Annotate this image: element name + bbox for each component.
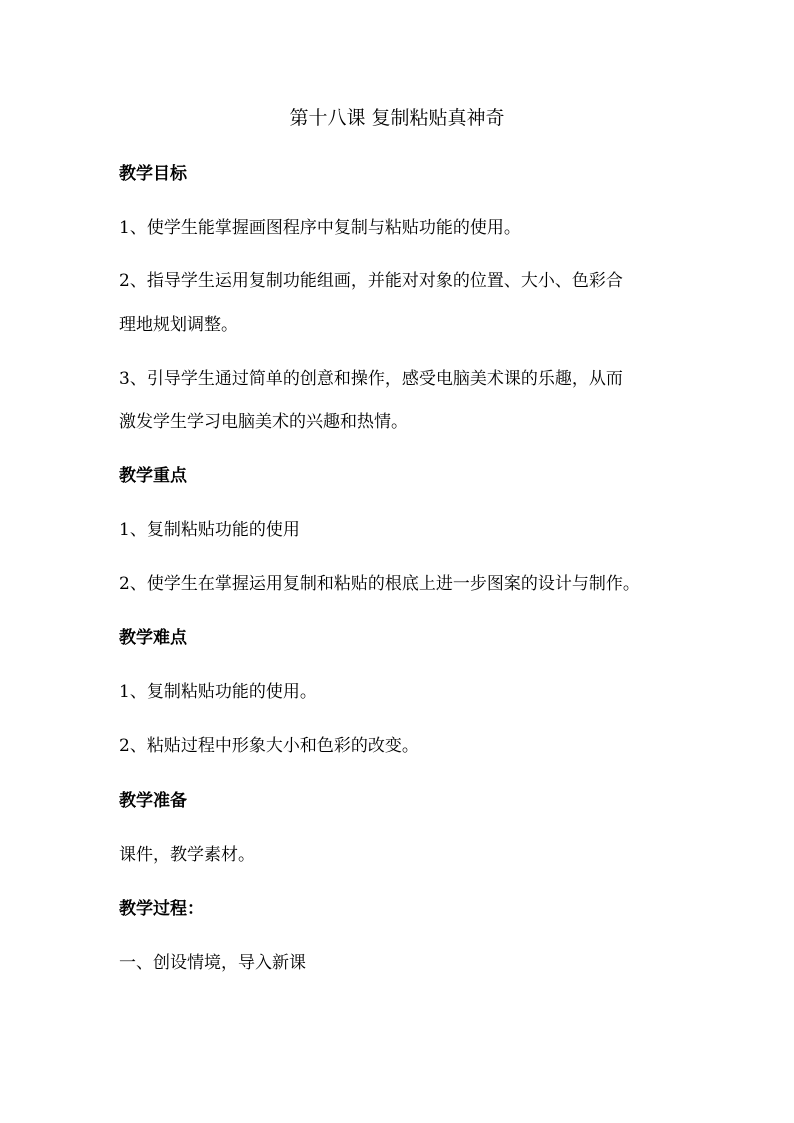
section-heading-preparation: 教学准备: [119, 791, 187, 811]
lesson-title: 第十八课 复制粘贴真神奇: [289, 107, 505, 129]
difficulty-item: 2、粘贴过程中形象大小和色彩的改变。: [119, 736, 419, 756]
key-point-item: 2、使学生在掌握运用复制和粘贴的根底上进一步图案的设计与制作。: [119, 574, 640, 594]
objective-item-continued: 激发学生学习电脑美术的兴趣和热情。: [119, 412, 408, 432]
key-point-item: 1、复制粘贴功能的使用: [119, 520, 300, 540]
difficulty-item: 1、复制粘贴功能的使用。: [119, 682, 317, 702]
section-heading-difficulties: 教学难点: [119, 628, 187, 648]
section-heading-objectives: 教学目标: [119, 164, 187, 184]
objective-item-continued: 理地规划调整。: [119, 315, 238, 335]
section-heading-key-points: 教学重点: [119, 466, 187, 486]
preparation-item: 课件，教学素材。: [119, 845, 255, 865]
objective-item: 1、使学生能掌握画图程序中复制与粘贴功能的使用。: [119, 218, 521, 238]
process-item: 一、创设情境，导入新课: [119, 953, 306, 973]
section-heading-process: 教学过程：: [119, 899, 204, 919]
objective-item: 3、引导学生通过简单的创意和操作，感受电脑美术课的乐趣，从而: [119, 369, 623, 389]
objective-item: 2、指导学生运用复制功能组画，并能对对象的位置、大小、色彩合: [119, 271, 623, 291]
